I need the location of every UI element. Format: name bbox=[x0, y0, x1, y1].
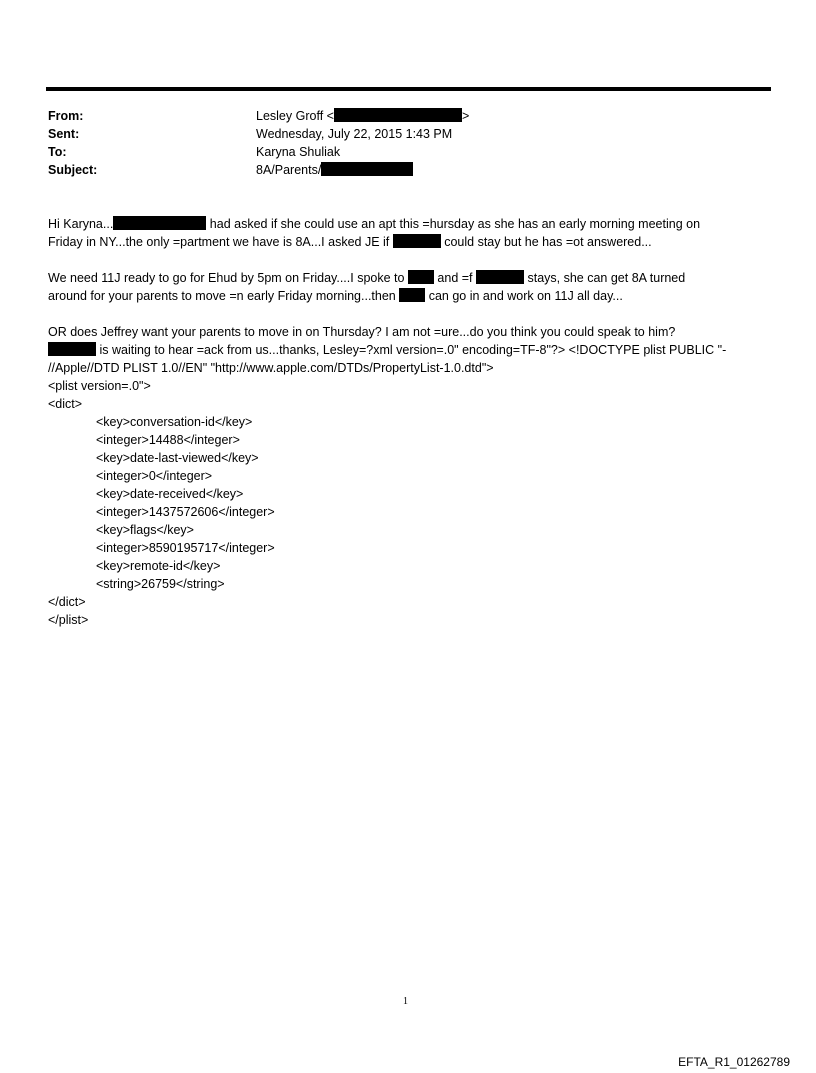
body-text: OR does Jeffrey want your parents to move in on Thursday? I am not =ure...do you think you could speak to him? bbox=[48, 325, 676, 339]
body-text: Hi Karyna... bbox=[48, 217, 114, 231]
paragraph-3 bbox=[48, 323, 726, 629]
body-text: could stay but he has =ot answered... bbox=[440, 235, 652, 249]
plist-line: <key>conversation-id</key> bbox=[96, 415, 253, 429]
plist-line: <integer>0</integer> bbox=[96, 469, 213, 483]
sent-label: Sent: bbox=[48, 127, 80, 141]
redaction-block bbox=[476, 270, 524, 284]
plist-line: <key>date-received</key> bbox=[96, 487, 244, 501]
document-id: EFTA_R1_01262789 bbox=[678, 1055, 790, 1069]
subject-value bbox=[256, 161, 413, 179]
redaction-block bbox=[334, 108, 462, 122]
sent-value: Wednesday, July 22, 2015 1:43 PM bbox=[256, 127, 453, 141]
paragraph-2 bbox=[48, 269, 685, 305]
body-text: stays, she can get 8A turned bbox=[524, 271, 686, 285]
to-label: To: bbox=[48, 145, 67, 159]
dict-open: <dict> bbox=[48, 397, 83, 411]
body-text: around for your parents to move =n early Friday morning...then bbox=[48, 289, 400, 303]
plist-line: <integer>14488</integer> bbox=[96, 433, 240, 447]
from-name: Lesley Groff < bbox=[256, 109, 334, 123]
plist-open: <plist version=.0"> bbox=[48, 379, 151, 393]
subject-label: Subject: bbox=[48, 163, 98, 177]
to-value: Karyna Shuliak bbox=[256, 145, 341, 159]
from-label: From: bbox=[48, 109, 84, 123]
redaction-block bbox=[321, 162, 413, 176]
body-text: //Apple//DTD PLIST 1.0//EN" "http://www.apple.com/DTDs/PropertyList-1.0.dtd"> bbox=[48, 361, 494, 375]
plist-line: <integer>1437572606</integer> bbox=[96, 505, 275, 519]
header-rule bbox=[46, 87, 771, 91]
dict-close: </dict> bbox=[48, 595, 86, 609]
body-text: had asked if she could use an apt this =hursday as she has an early morning meeting on bbox=[206, 217, 701, 231]
plist-close: </plist> bbox=[48, 613, 89, 627]
body-text: is waiting to hear =ack from us...thanks, Lesley=?xml version=.0" encoding=TF-8"?> <!DOCTYPE plist PUBLIC "- bbox=[96, 343, 727, 357]
plist-line: <key>remote-id</key> bbox=[96, 559, 221, 573]
paragraph-1 bbox=[48, 215, 700, 251]
page-number: 1 bbox=[403, 996, 408, 1007]
redaction-block bbox=[408, 270, 434, 284]
body-text: and =f bbox=[433, 271, 476, 285]
redaction-block bbox=[393, 234, 441, 248]
redaction-block bbox=[113, 216, 206, 230]
plist-line: <key>date-last-viewed</key> bbox=[96, 451, 259, 465]
body-text: Friday in NY...the only =partment we have is 8A...I asked JE if bbox=[48, 235, 393, 249]
redaction-block bbox=[48, 342, 96, 356]
plist-line: <integer>8590195717</integer> bbox=[96, 541, 275, 555]
plist-line: <key>flags</key> bbox=[96, 523, 194, 537]
subject-text: 8A/Parents/ bbox=[256, 163, 322, 177]
from-value bbox=[256, 107, 469, 125]
plist-line: <string>26759</string> bbox=[96, 577, 225, 591]
redaction-block bbox=[399, 288, 425, 302]
body-text: We need 11J ready to go for Ehud by 5pm on Friday....I spoke to bbox=[48, 271, 408, 285]
body-text: can go in and work on 11J all day... bbox=[425, 289, 623, 303]
from-close-bracket: > bbox=[461, 109, 470, 123]
